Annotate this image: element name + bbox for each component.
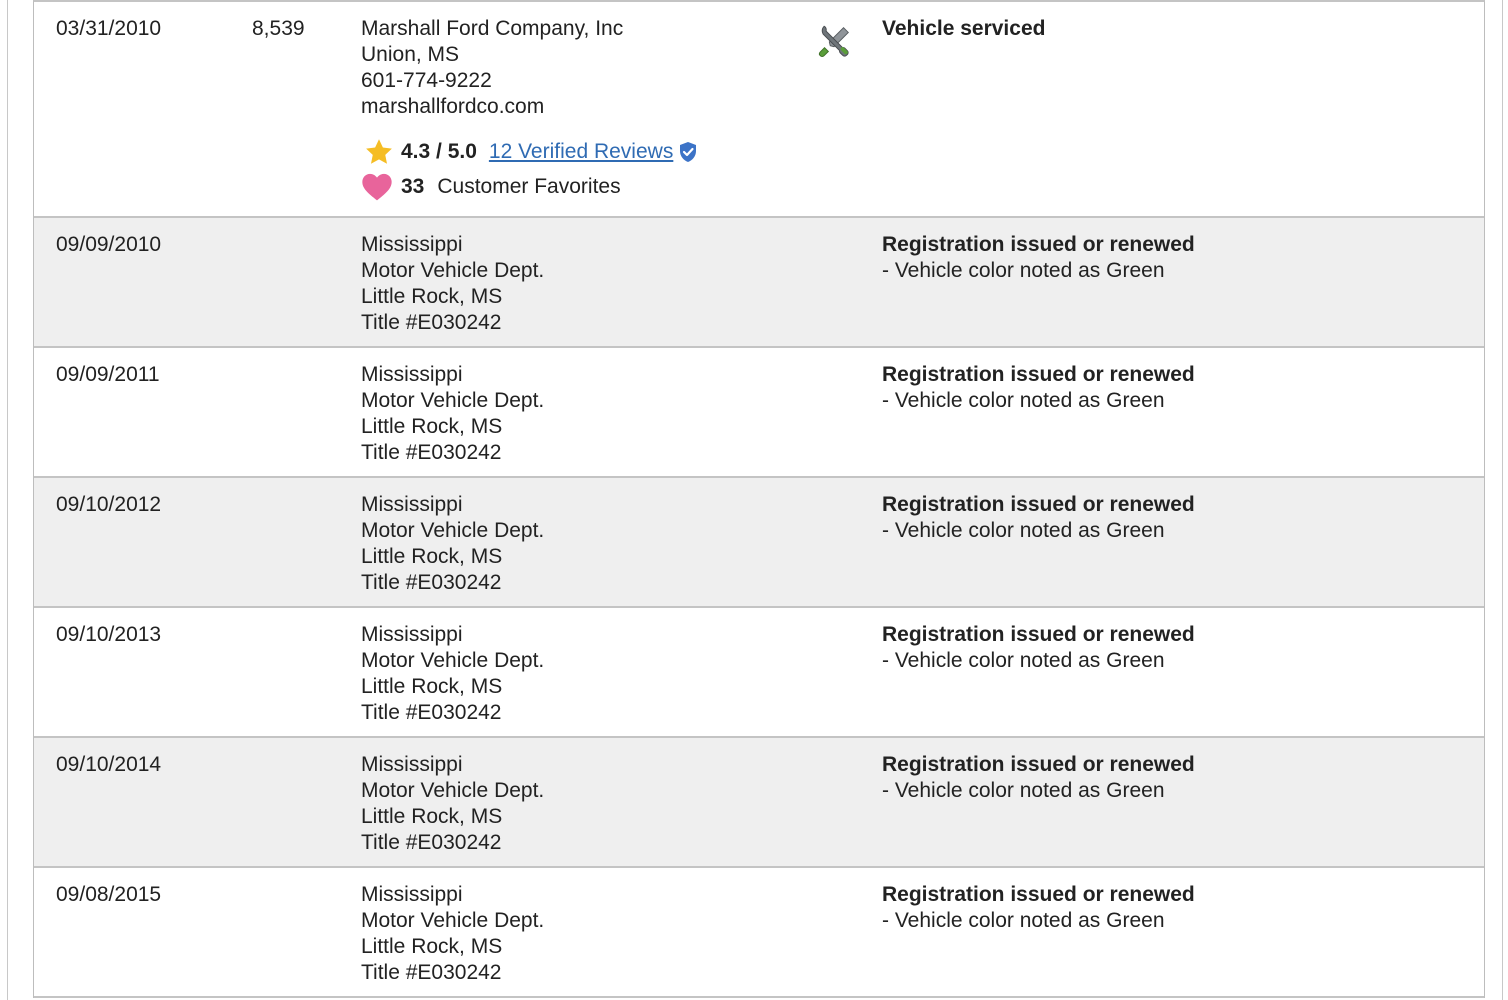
source-line: Mississippi bbox=[361, 363, 463, 386]
record-source bbox=[361, 232, 791, 336]
table-row bbox=[34, 348, 1484, 478]
record-comments bbox=[882, 16, 1472, 42]
event-detail: - Vehicle color noted as Green bbox=[882, 909, 1165, 932]
record-source bbox=[361, 622, 791, 726]
record-comments bbox=[882, 232, 1472, 284]
source-line: Title #E030242 bbox=[361, 571, 502, 594]
table-row bbox=[34, 868, 1484, 998]
favorites-count: 33 bbox=[401, 175, 425, 198]
event-detail: - Vehicle color noted as Green bbox=[882, 649, 1165, 672]
event-title: Registration issued or renewed bbox=[882, 753, 1195, 776]
record-date: 09/10/2013 bbox=[56, 623, 162, 646]
record-date: 09/10/2014 bbox=[56, 753, 162, 776]
source-line: Motor Vehicle Dept. bbox=[361, 259, 545, 282]
source-location: Union, MS bbox=[361, 43, 460, 66]
table-row bbox=[34, 608, 1484, 738]
vehicle-history-table bbox=[33, 0, 1485, 998]
record-source bbox=[361, 492, 791, 596]
record-date: 09/08/2015 bbox=[56, 883, 162, 906]
record-date: 03/31/2010 bbox=[56, 17, 162, 40]
source-line: Little Rock, MS bbox=[361, 545, 503, 568]
favorites-label: Customer Favorites bbox=[437, 175, 621, 198]
source-line: Motor Vehicle Dept. bbox=[361, 389, 545, 412]
source-line: Little Rock, MS bbox=[361, 675, 503, 698]
event-title: Registration issued or renewed bbox=[882, 363, 1195, 386]
source-line: Mississippi bbox=[361, 623, 463, 646]
event-detail: - Vehicle color noted as Green bbox=[882, 779, 1165, 802]
source-line: Mississippi bbox=[361, 883, 463, 906]
dealer-rating bbox=[361, 137, 791, 167]
record-date: 09/09/2010 bbox=[56, 233, 162, 256]
source-line: Motor Vehicle Dept. bbox=[361, 909, 545, 932]
source-line: Title #E030242 bbox=[361, 441, 502, 464]
source-line: Title #E030242 bbox=[361, 961, 502, 984]
record-source bbox=[361, 16, 791, 203]
source-line: Little Rock, MS bbox=[361, 415, 503, 438]
table-row bbox=[34, 2, 1484, 218]
star-icon bbox=[363, 137, 395, 167]
source-line: Title #E030242 bbox=[361, 701, 502, 724]
record-source bbox=[361, 882, 791, 986]
source-line: Mississippi bbox=[361, 753, 463, 776]
record-date: 09/10/2012 bbox=[56, 493, 162, 516]
event-detail: - Vehicle color noted as Green bbox=[882, 389, 1165, 412]
source-line: Little Rock, MS bbox=[361, 935, 503, 958]
source-line: Title #E030242 bbox=[361, 311, 502, 334]
table-row bbox=[34, 218, 1484, 348]
source-line: Motor Vehicle Dept. bbox=[361, 519, 545, 542]
heart-icon bbox=[361, 172, 393, 202]
source-line: Little Rock, MS bbox=[361, 805, 503, 828]
source-line: Mississippi bbox=[361, 493, 463, 516]
verified-shield-icon bbox=[678, 141, 698, 163]
record-date: 09/09/2011 bbox=[56, 363, 160, 386]
event-title: Vehicle serviced bbox=[882, 17, 1046, 40]
customer-favorites bbox=[361, 171, 791, 203]
record-source bbox=[361, 362, 791, 466]
source-website: marshallfordco.com bbox=[361, 95, 545, 118]
record-source bbox=[361, 752, 791, 856]
event-title: Registration issued or renewed bbox=[882, 623, 1195, 646]
source-name: Marshall Ford Company, Inc bbox=[361, 17, 624, 40]
rating-value: 4.3 / 5.0 bbox=[401, 140, 477, 163]
wrench-screwdriver-icon bbox=[816, 22, 854, 60]
record-comments bbox=[882, 622, 1472, 674]
verified-reviews-link[interactable]: 12 Verified Reviews bbox=[488, 140, 674, 163]
left-border bbox=[7, 0, 8, 1000]
event-title: Registration issued or renewed bbox=[882, 493, 1195, 516]
event-detail: - Vehicle color noted as Green bbox=[882, 259, 1165, 282]
event-detail: - Vehicle color noted as Green bbox=[882, 519, 1165, 542]
source-line: Motor Vehicle Dept. bbox=[361, 779, 545, 802]
record-comments bbox=[882, 362, 1472, 414]
right-border bbox=[1502, 0, 1503, 1000]
record-mileage: 8,539 bbox=[252, 17, 305, 40]
source-line: Mississippi bbox=[361, 233, 463, 256]
source-line: Motor Vehicle Dept. bbox=[361, 649, 545, 672]
record-comments bbox=[882, 752, 1472, 804]
source-phone: 601-774-9222 bbox=[361, 69, 492, 92]
record-comments bbox=[882, 492, 1472, 544]
record-comments bbox=[882, 882, 1472, 934]
table-row bbox=[34, 478, 1484, 608]
event-title: Registration issued or renewed bbox=[882, 883, 1195, 906]
table-row bbox=[34, 738, 1484, 868]
source-line: Little Rock, MS bbox=[361, 285, 503, 308]
source-line: Title #E030242 bbox=[361, 831, 502, 854]
event-title: Registration issued or renewed bbox=[882, 233, 1195, 256]
